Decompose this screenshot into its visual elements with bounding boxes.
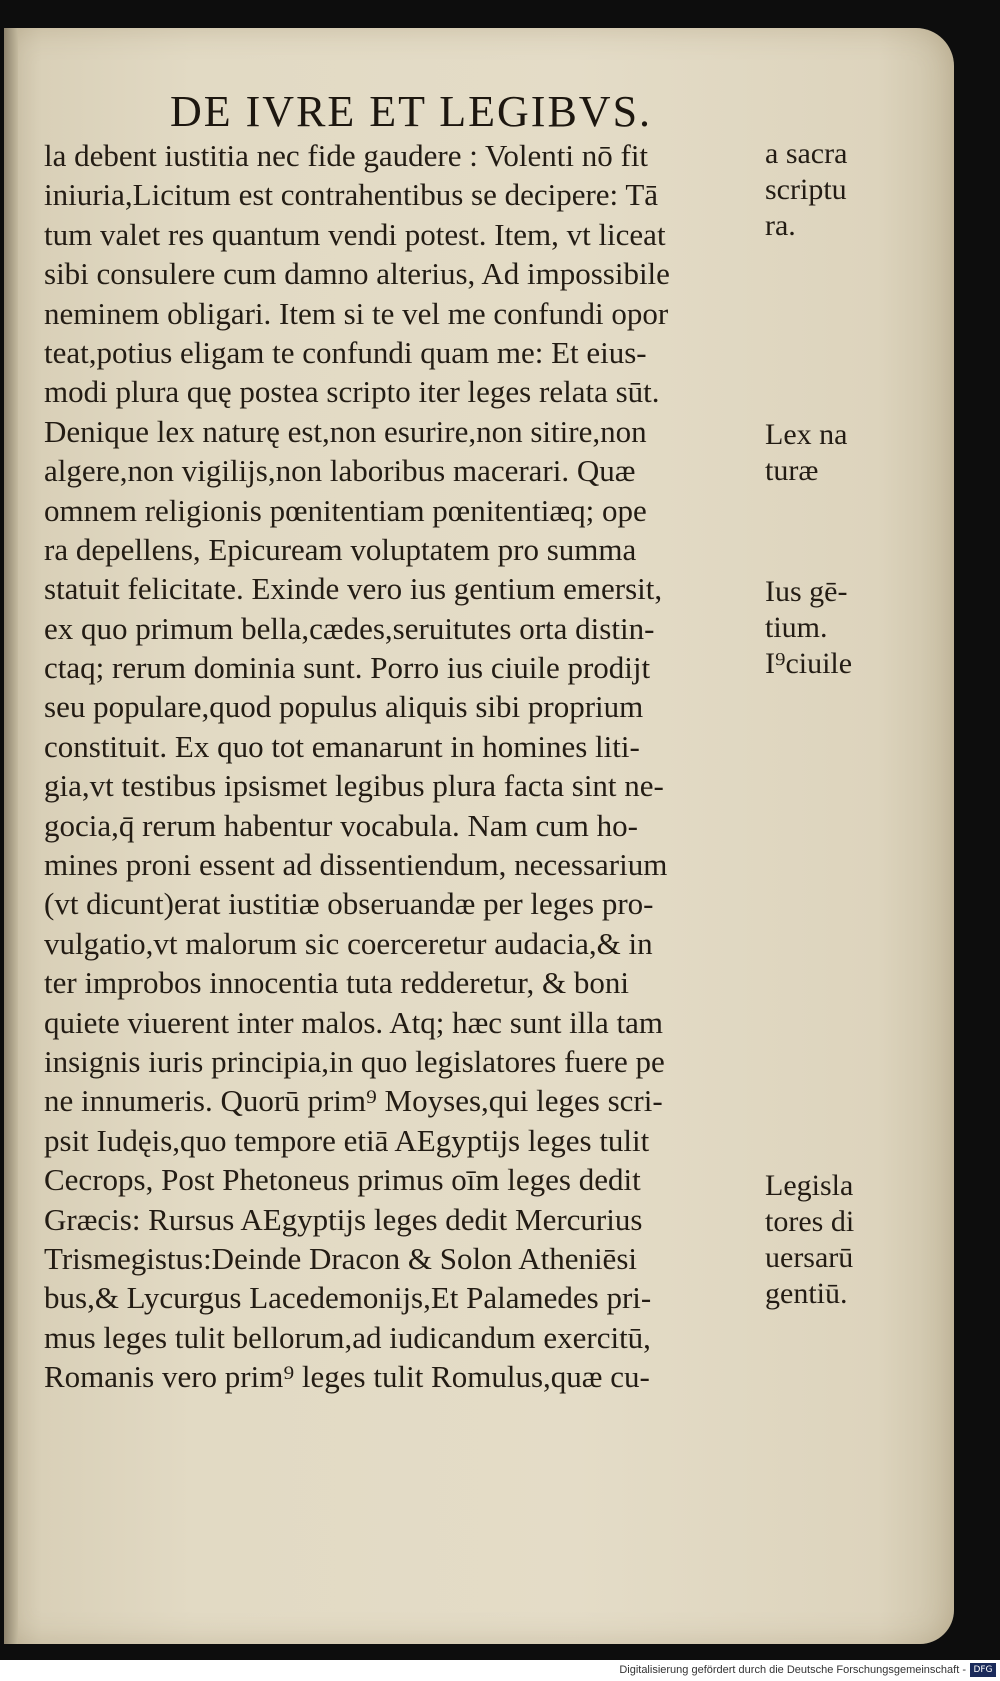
marginal-note-line: a sacra xyxy=(765,137,848,170)
text-line: mus leges tulit bellorum,ad iudicandum exercitū, xyxy=(44,1319,651,1355)
text-line: (vt dicunt)erat iustitiæ obseruandæ per leges pro- xyxy=(44,886,654,922)
marginal-note xyxy=(765,417,847,489)
body-text xyxy=(44,136,759,1397)
text-line: ra depellens, Epicuream voluptatem pro summa xyxy=(44,531,637,567)
text-line: omnem religionis pœnitentiam pœnitentiæq; ope xyxy=(44,492,647,528)
marginal-note-line: gentiū. xyxy=(765,1277,848,1310)
text-line: ctaq; rerum dominia sunt. Porro ius ciuile prodijt xyxy=(44,650,651,686)
marginal-note-line: tium. xyxy=(765,611,828,644)
marginal-note xyxy=(765,136,847,244)
text-line: sibi consulere cum damno alterius, Ad impossibile xyxy=(44,256,670,292)
text-line: Græcis: Rursus AEgyptijs leges dedit Mercurius xyxy=(44,1201,643,1237)
text-line: insignis iuris principia,in quo legislatores fuere pe xyxy=(44,1043,665,1079)
marginal-note xyxy=(765,574,852,682)
marginal-note-line: Ius gē- xyxy=(765,575,848,608)
text-line: psit Iudęis,quo tempore etiā AEgyptijs leges tulit xyxy=(44,1122,650,1158)
text-line: tum valet res quantum vendi potest. Item, vt liceat xyxy=(44,216,666,252)
text-line: vulgatio,vt malorum sic coerceretur audacia,& in xyxy=(44,925,653,961)
text-line: statuit felicitate. Exinde vero ius gentium emersit, xyxy=(44,571,663,607)
text-line: ex quo primum bella,cædes,seruitutes orta distin- xyxy=(44,610,655,646)
text-line: Denique lex naturę est,non esurire,non sitire,non xyxy=(44,413,647,449)
running-head: DE IVRE ET LEGIBVS. xyxy=(170,87,653,136)
text-line: gocia,q̄ rerum habentur vocabula. Nam cum ho- xyxy=(44,807,638,843)
marginal-note-line: ra. xyxy=(765,209,796,242)
text-line: Cecrops, Post Phetoneus primus oīm leges dedit xyxy=(44,1162,641,1198)
text-line: modi plura quę postea scripto iter leges relata sūt. xyxy=(44,374,660,410)
text-line: gia,vt testibus ipsismet legibus plura facta sint ne- xyxy=(44,768,664,804)
marginal-note-line: Lex na xyxy=(765,418,848,451)
text-line: la debent iustitia nec fide gaudere : Volenti nō fit xyxy=(44,138,649,173)
text-line: Trismegistus:Deinde Dracon & Solon Atheniēsi xyxy=(44,1240,637,1276)
text-line: neminem obligari. Item si te vel me confundi opor xyxy=(44,295,669,331)
marginal-note-line: tores di xyxy=(765,1205,855,1238)
page-binding-edge xyxy=(4,28,18,1644)
text-line: seu populare,quod populus aliquis sibi proprium xyxy=(44,689,644,725)
text-line: mines proni essent ad dissentiendum, necessarium xyxy=(44,847,668,883)
text-line: ne innumeris. Quorū prim⁹ Moyses,qui leges scri- xyxy=(44,1083,663,1119)
text-line: teat,potius eligam te confundi quam me: Et eius- xyxy=(44,334,647,370)
text-line: Romanis vero prim⁹ leges tulit Romulus,quæ cu- xyxy=(44,1359,650,1395)
marginal-note xyxy=(765,1168,854,1312)
text-line: quiete viuerent inter malos. Atq; hæc sunt illa tam xyxy=(44,1004,664,1040)
text-line: algere,non vigilijs,non laboribus macerari. Quæ xyxy=(44,453,636,489)
marginal-note-line: Legisla xyxy=(765,1169,854,1202)
funding-credit: Digitalisierung gefördert durch die Deutsche Forschungsgemeinschaft - xyxy=(619,1664,966,1676)
text-line: constituit. Ex quo tot emanarunt in homines liti- xyxy=(44,728,640,764)
marginal-note-line: turæ xyxy=(765,454,819,487)
marginal-note-line: uersarū xyxy=(765,1241,854,1274)
text-line: bus,& Lycurgus Lacedemonijs,Et Palamedes pri- xyxy=(44,1280,652,1316)
dfg-logo: DFG xyxy=(970,1663,996,1677)
marginal-note-line: scriptu xyxy=(765,173,847,206)
text-line: iniuria,Licitum est contrahentibus se decipere: Tā xyxy=(44,177,659,213)
text-line: ter improbos innocentia tuta redderetur, & boni xyxy=(44,965,630,1001)
digitization-footer xyxy=(0,1660,1000,1681)
marginal-note-line: I⁹ciuile xyxy=(765,647,853,680)
